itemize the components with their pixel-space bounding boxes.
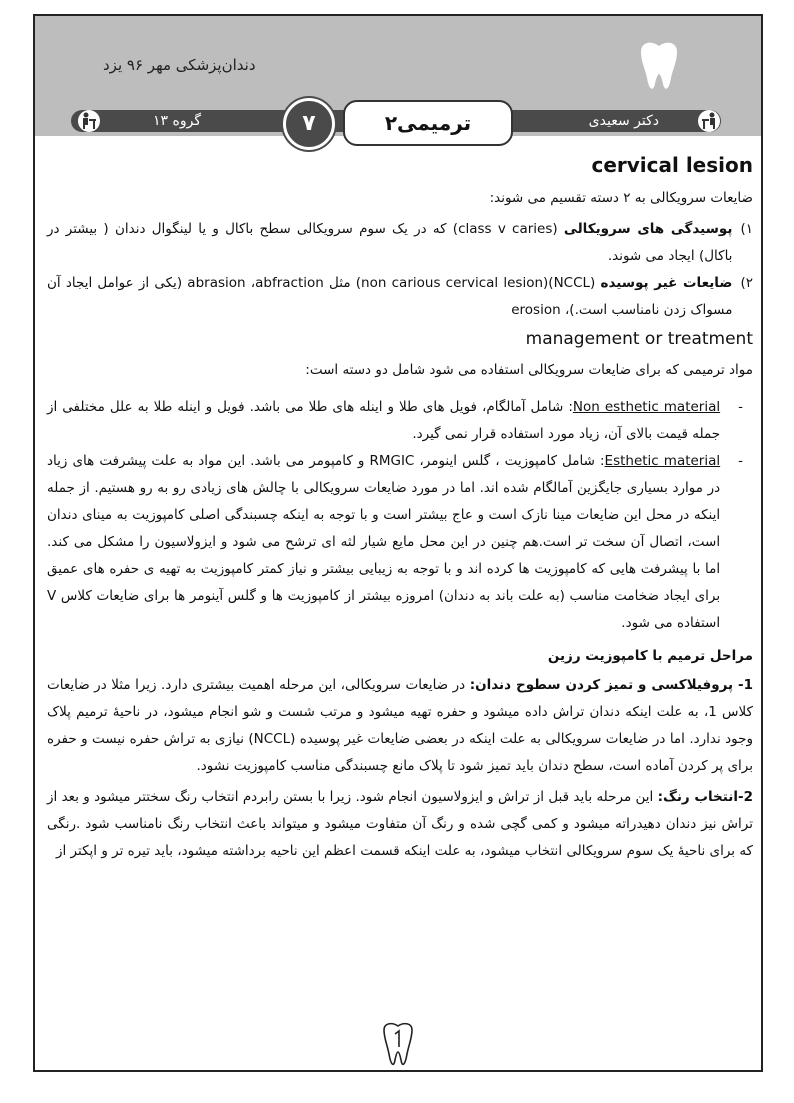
list-item [47, 270, 753, 324]
brand-text: دندان‌پزشکی مهر ۹۶ یزد [103, 56, 256, 74]
term: پوسیدگی های سرویکالی [563, 221, 733, 237]
content [47, 146, 753, 869]
text: (NCCL)(non carious cervical lesion) مثل abrasion ،abfraction (یکی از عوامل ایجاد آن مسواک زدن نامناسب است.)، erosion [47, 275, 733, 318]
section-heading: cervical lesion [591, 153, 753, 177]
list-text [47, 270, 732, 324]
step-number: 2- [737, 789, 753, 805]
person-desk-icon [697, 109, 721, 133]
tooth-logo-icon [635, 38, 683, 94]
step-text: این مرحله باید قبل از تراش و ایزولاسیون انجام شود. زیرا با بستن رابردم انتخاب رنگ سختتر میشود و بعد از تراش نیز دندان دهیدراته میشود و کمی گچی شده و رنگ آن متفاوت میشود و میتواند باعث انتخاب رنگ نامناسب شود .رنگی که برای ناحیهٔ یک سوم سرویکالی انتخاب میشود، به علت اینکه قسمت اعظم این ناحیه برداشته میشود، باید تیره تر و اپکتر از [47, 789, 753, 859]
text: : شامل کامپوزیت ، گلس اینومر، RMGIC و کامپومر می باشد. این مواد به علت پیشرفت های زیاد در موارد بسیاری جایگزین آمالگام شده اند. اما در مورد ضایعات سرویکالی با چالش های زیادی رو به رو هستیم. از جمله اینکه در محل این ضایعات مینا نازک است و عاج بیشتر است و با توجه به اینکه چسبندگی اصلی کامپوزیت به مینای دندان است، اتصال آن سخت تر است.هم چنین در این محل مایع شیار لثه ای ترشح می شود و ایزولاسیون را مشکل می کند. اما با پیشرفت هایی که کامپوزیت ها کرده اند و با توجه به زیبایی بیشتر و نیاز کمتر کامپوزیت به تهیه ی حفره های عمیق برای ایجاد ضخامت مناسب (به علت باند به دندان) امروزه بیشتر از کامپوزیت ها و گلس آینومر ها برای ضایعات کلاس V استفاده می شود. [47, 453, 721, 631]
list-marker: ۲) [740, 275, 753, 291]
group-label: گروه ۱۳ [153, 113, 201, 129]
step-number: 1- [737, 677, 753, 693]
tooth-page-icon [378, 1020, 418, 1070]
page-frame [33, 14, 763, 1072]
section-heading: management or treatment [525, 329, 753, 349]
session-number: ۷ [283, 98, 335, 150]
paragraph [47, 784, 753, 865]
term: Non esthetic material [572, 399, 721, 415]
list-text [47, 394, 720, 448]
list-item [47, 394, 753, 448]
list-text [47, 448, 720, 637]
person-desk-icon [77, 109, 101, 133]
paragraph [47, 672, 753, 780]
paragraph: مواد ترمیمی که برای ضایعات سرویکالی استفاده می شود شامل دو دسته است: [305, 362, 753, 378]
paragraph: ضایعات سرویکالی به ۲ دسته تقسیم می شوند: [489, 190, 753, 206]
text: : شامل آمالگام، فویل های طلا و اینله های طلا می باشد. فویل و اینله طلا به علل مختلفی از جمله قیمت بالای آن، زیاد مورد استفاده قرار نمی گیرد. [47, 399, 721, 442]
list-marker: - [738, 453, 743, 469]
list-marker: - [738, 399, 743, 415]
doctor-label: دکتر سعیدی [588, 113, 659, 129]
list-item [47, 448, 753, 637]
text: (class v caries) که در یک سوم سرویکالی سطح باکال و یا لینگوال دندان ( بیشتر در باکال) ایجاد می شوند. [47, 221, 733, 264]
section-heading: مراحل ترمیم با کامپوزیت رزین [547, 648, 753, 664]
list-item [47, 216, 753, 270]
term: Esthetic material [604, 453, 721, 469]
step-title: پروفیلاکسی و تمیز کردن سطوح دندان: [469, 677, 738, 693]
page-header [35, 16, 761, 136]
list-text [47, 216, 732, 270]
page-title: ترمیمی۲ [343, 100, 513, 146]
term: ضایعات غیر پوسیده [600, 275, 733, 291]
list-marker: ۱) [740, 221, 753, 237]
step-text: در ضایعات سرویکالی، این مرحله اهمیت بیشتری دارد. زیرا مثلا در ضایعات کلاس 1، به علت اینکه دندان تراش داده میشود و حفره تهیه میشود و مرتب شست و شو انجام میشود، در ناحیهٔ ترمیم پلاک وجود ندارد. اما در ضایعات سرویکالی به علت اینکه در بعضی ضایعات غیر پوسیده (NCCL) نیازی به تراش حفره نیست و حفره برای پر کردن آماده است، سطح دندان باید تمیز شود تا پلاک مانع چسبندگی مناسب کامپوزیت نشود. [47, 677, 753, 774]
step-title: انتخاب رنگ: [657, 789, 738, 805]
